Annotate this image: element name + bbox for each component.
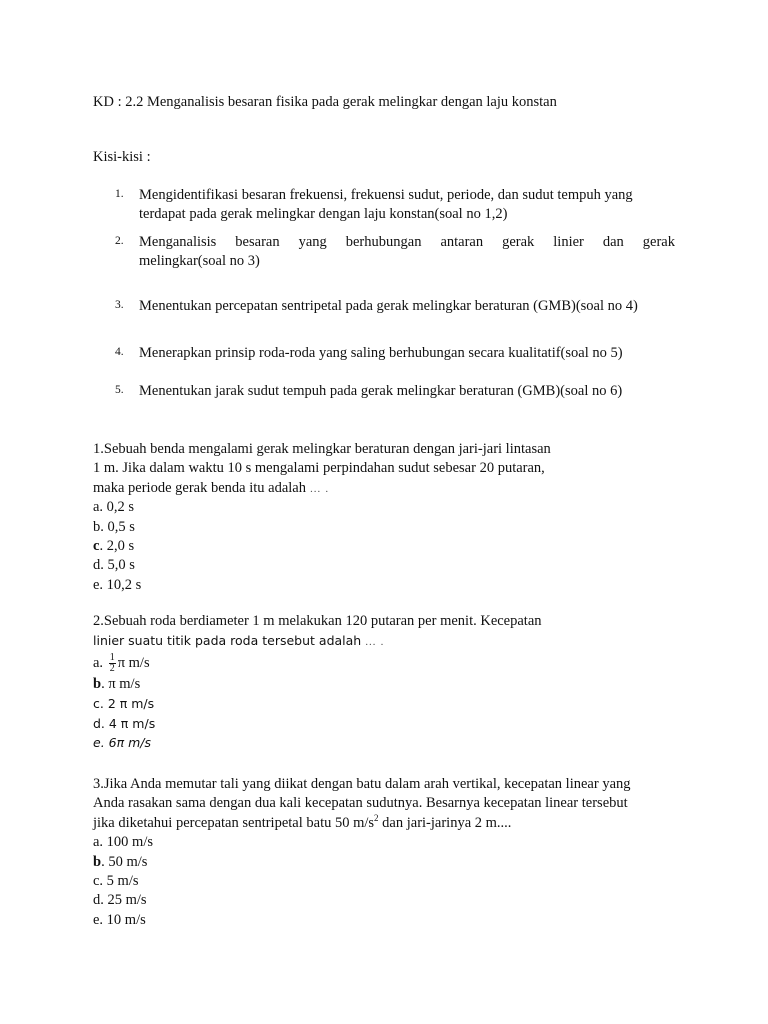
objective-text: terdapat pada gerak melingkar dengan laju konstan(soal no 1,2) [139, 206, 508, 222]
objective-text: melingkar(soal no 3) [139, 253, 260, 269]
fraction [109, 653, 116, 674]
option-a [93, 651, 693, 675]
question-text-sans: linier suatu titik pada roda tersebut adalah [93, 633, 362, 649]
question-2 [93, 612, 693, 752]
option-b [93, 853, 683, 872]
option-a: a. 100 m/s [93, 834, 154, 851]
objective-number: 4. [115, 346, 124, 358]
objective-text: Mengidentifikasi besaran frekuensi, frekuensi sudut, periode, dan sudut tempuh yang [139, 187, 633, 203]
option-d: d. 5,0 s [93, 557, 135, 574]
question-text: 2.Sebuah roda berdiameter 1 m melakukan 120 putaran per menit. Kecepatan [93, 613, 542, 629]
option-c: c. 2 π m/s [93, 696, 155, 712]
question-text-pre: jika diketahui percepatan sentripetal batu 50 m/s [93, 814, 375, 831]
option-b: b. 0,5 s [93, 518, 135, 535]
objective-text: Menentukan jarak sudut tempuh pada gerak melingkar beraturan (GMB)(soal no 6) [139, 383, 623, 399]
option-e: e. 10,2 s [93, 576, 142, 593]
kisi-kisi-heading: Kisi-kisi : [93, 149, 151, 165]
objective-text: Menerapkan prinsip roda-roda yang saling berhubungan secara kualitatif(soal no 5) [139, 345, 623, 361]
objective-number: 3. [115, 299, 124, 311]
option-b [93, 675, 693, 694]
superscript: 2 [374, 812, 379, 823]
question-text: 1 m. Jika dalam waktu 10 s mengalami perpindahan sudut sebesar 20 putaran, [93, 460, 545, 477]
option-c: c. 5 m/s [93, 872, 139, 889]
answer-letter: c [93, 537, 100, 554]
question-text-post: dan jari-jarinya 2 m.... [378, 814, 512, 831]
option-text: . π m/s [101, 675, 141, 692]
option-e: e. 10 m/s [93, 911, 146, 928]
question-text: 1.Sebuah benda mengalami gerak melingkar beraturan dengan jari-jari lintasan [93, 441, 551, 457]
objective-number: 2. [115, 235, 124, 247]
objective-number: 1. [115, 188, 124, 200]
option-a: a. 0,2 s [93, 499, 135, 516]
option-c [93, 537, 693, 556]
option-text: . 50 m/s [101, 853, 148, 870]
option-d: d. 4 π m/s [93, 715, 156, 731]
ellipsis: … . [309, 482, 330, 495]
objective-text: Menentukan percepatan sentripetal pada gerak melingkar beraturan (GMB)(soal no 4) [139, 298, 638, 314]
answer-letter: b [93, 853, 102, 870]
question-1 [93, 440, 693, 595]
objective-text: Menganalisis besaran yang berhubungan antaran gerak linier dan gerak [139, 234, 675, 250]
kd-heading: KD : 2.2 Menganalisis besaran fisika pada gerak melingkar dengan laju konstan [93, 94, 557, 110]
question-text [93, 631, 693, 650]
ellipsis: … . [364, 636, 385, 649]
fraction-denominator: 2 [109, 662, 115, 674]
answer-letter: b [93, 675, 102, 692]
option-letter: a. [93, 654, 104, 671]
question-text: Anda rasakan sama dengan dua kali kecepatan sudutnya. Besarnya kecepatan linear tersebut [93, 795, 628, 812]
fraction-numerator: 1 [109, 651, 115, 663]
option-d: d. 25 m/s [93, 892, 147, 909]
question-text: 3.Jika Anda memutar tali yang diikat dengan batu dalam arah vertikal, kecepatan linear yang [93, 776, 631, 792]
question-text-last: maka periode gerak benda itu adalah [93, 479, 306, 496]
question-3 [93, 775, 683, 930]
option-text: . 2,0 s [99, 537, 135, 554]
objective-number: 5. [115, 384, 124, 396]
option-e: e. 6π m/s [93, 734, 151, 750]
question-text [93, 814, 683, 833]
option-text: π m/s [117, 654, 150, 671]
question-text [93, 479, 693, 498]
